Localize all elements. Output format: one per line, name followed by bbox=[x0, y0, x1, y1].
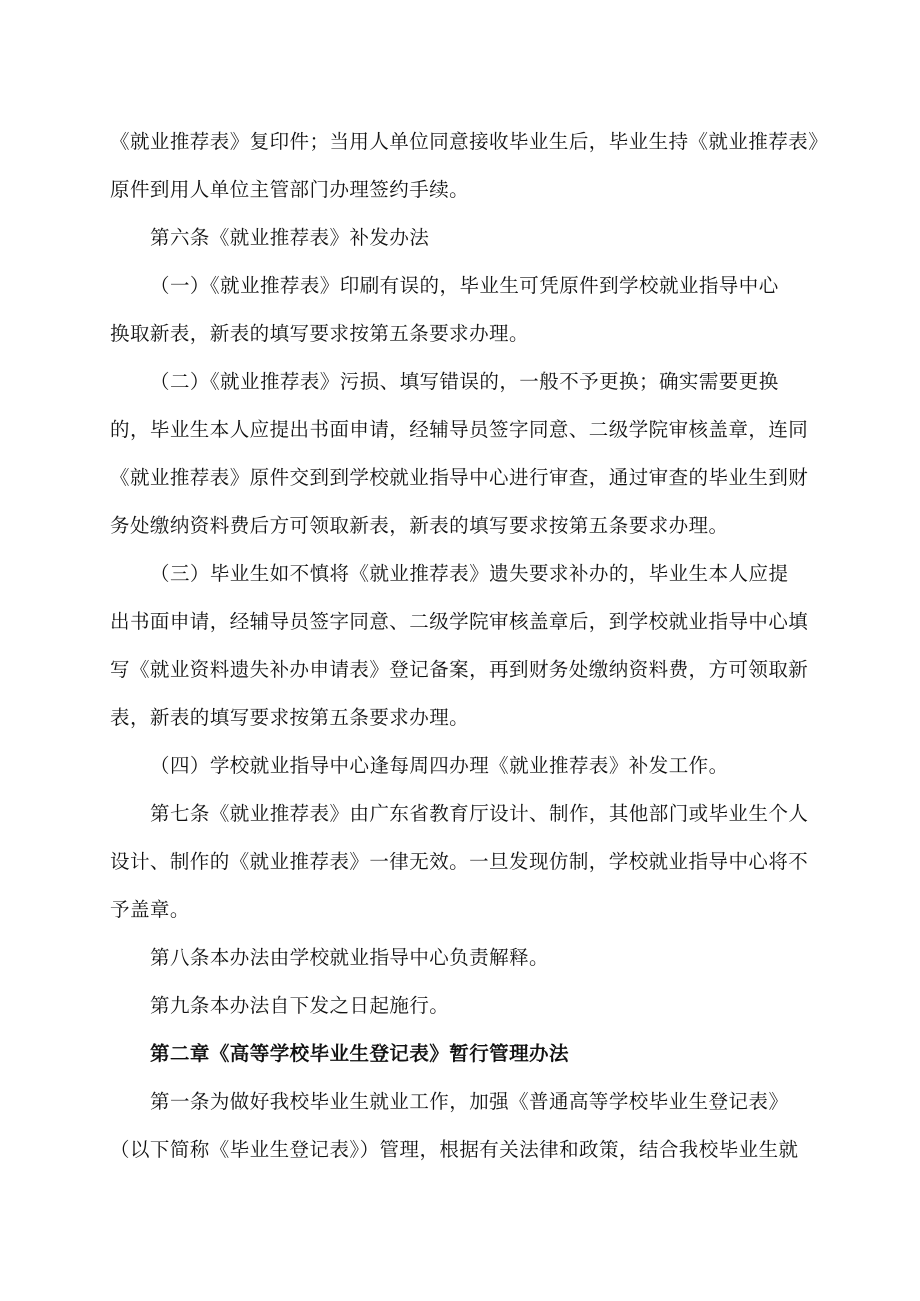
article-8: 第八条本办法由学校就业指导中心负责解释。 bbox=[150, 946, 550, 969]
article-7-line-2: 设计、制作的《就业推荐表》一律无效。一旦发现仿制，学校就业指导中心将不 bbox=[110, 850, 809, 873]
text-line-1: 《就业推荐表》复印件；当用人单位同意接收毕业生后，毕业生持《就业推荐表》 bbox=[110, 130, 829, 153]
chapter-2-heading: 第二章《高等学校毕业生登记表》暂行管理办法 bbox=[150, 1042, 569, 1065]
text-line-12: 写《就业资料遗失补办申请表》登记备案，再到财务处缴纳资料费，方可领取新 bbox=[110, 658, 809, 681]
article-9: 第九条本办法自下发之日起施行。 bbox=[150, 994, 450, 1017]
text-line-4: （一）《就业推荐表》印刷有误的，毕业生可凭原件到学校就业指导中心 bbox=[150, 274, 779, 297]
text-line-2: 原件到用人单位主管部门办理签约手续。 bbox=[110, 178, 470, 201]
text-line-9: 务处缴纳资料费后方可领取新表，新表的填写要求按第五条要求办理。 bbox=[110, 514, 729, 537]
text-line-7: 的，毕业生本人应提出书面申请，经辅导员签字同意、二级学院审核盖章，连同 bbox=[110, 418, 809, 441]
chapter-2-article-1-line-2: （以下简称《毕业生登记表》）管理，根据有关法律和政策，结合我校毕业生就 bbox=[110, 1138, 799, 1161]
article-7-line-3: 予盖章。 bbox=[110, 898, 190, 921]
text-line-5: 换取新表，新表的填写要求按第五条要求办理。 bbox=[110, 322, 529, 345]
chapter-2-article-1-line-1: 第一条为做好我校毕业生就业工作，加强《普通高等学校毕业生登记表》 bbox=[150, 1090, 789, 1113]
text-line-13: 表，新表的填写要求按第五条要求办理。 bbox=[110, 706, 470, 729]
article-6-heading: 第六条《就业推荐表》补发办法 bbox=[150, 226, 430, 249]
text-line-8: 《就业推荐表》原件交到到学校就业指导中心进行审查，通过审查的毕业生到财 bbox=[110, 466, 809, 489]
text-line-11: 出书面申请，经辅导员签字同意、二级学院审核盖章后，到学校就业指导中心填 bbox=[110, 610, 809, 633]
text-line-14: （四）学校就业指导中心逢每周四办理《就业推荐表》补发工作。 bbox=[150, 754, 729, 777]
text-line-10: （三）毕业生如不慎将《就业推荐表》遗失要求补办的，毕业生本人应提 bbox=[150, 562, 789, 585]
article-7-line-1: 第七条《就业推荐表》由广东省教育厅设计、制作，其他部门或毕业生个人 bbox=[150, 802, 809, 825]
text-line-6: （二）《就业推荐表》污损、填写错误的，一般不予更换；确实需要更换 bbox=[150, 370, 779, 393]
